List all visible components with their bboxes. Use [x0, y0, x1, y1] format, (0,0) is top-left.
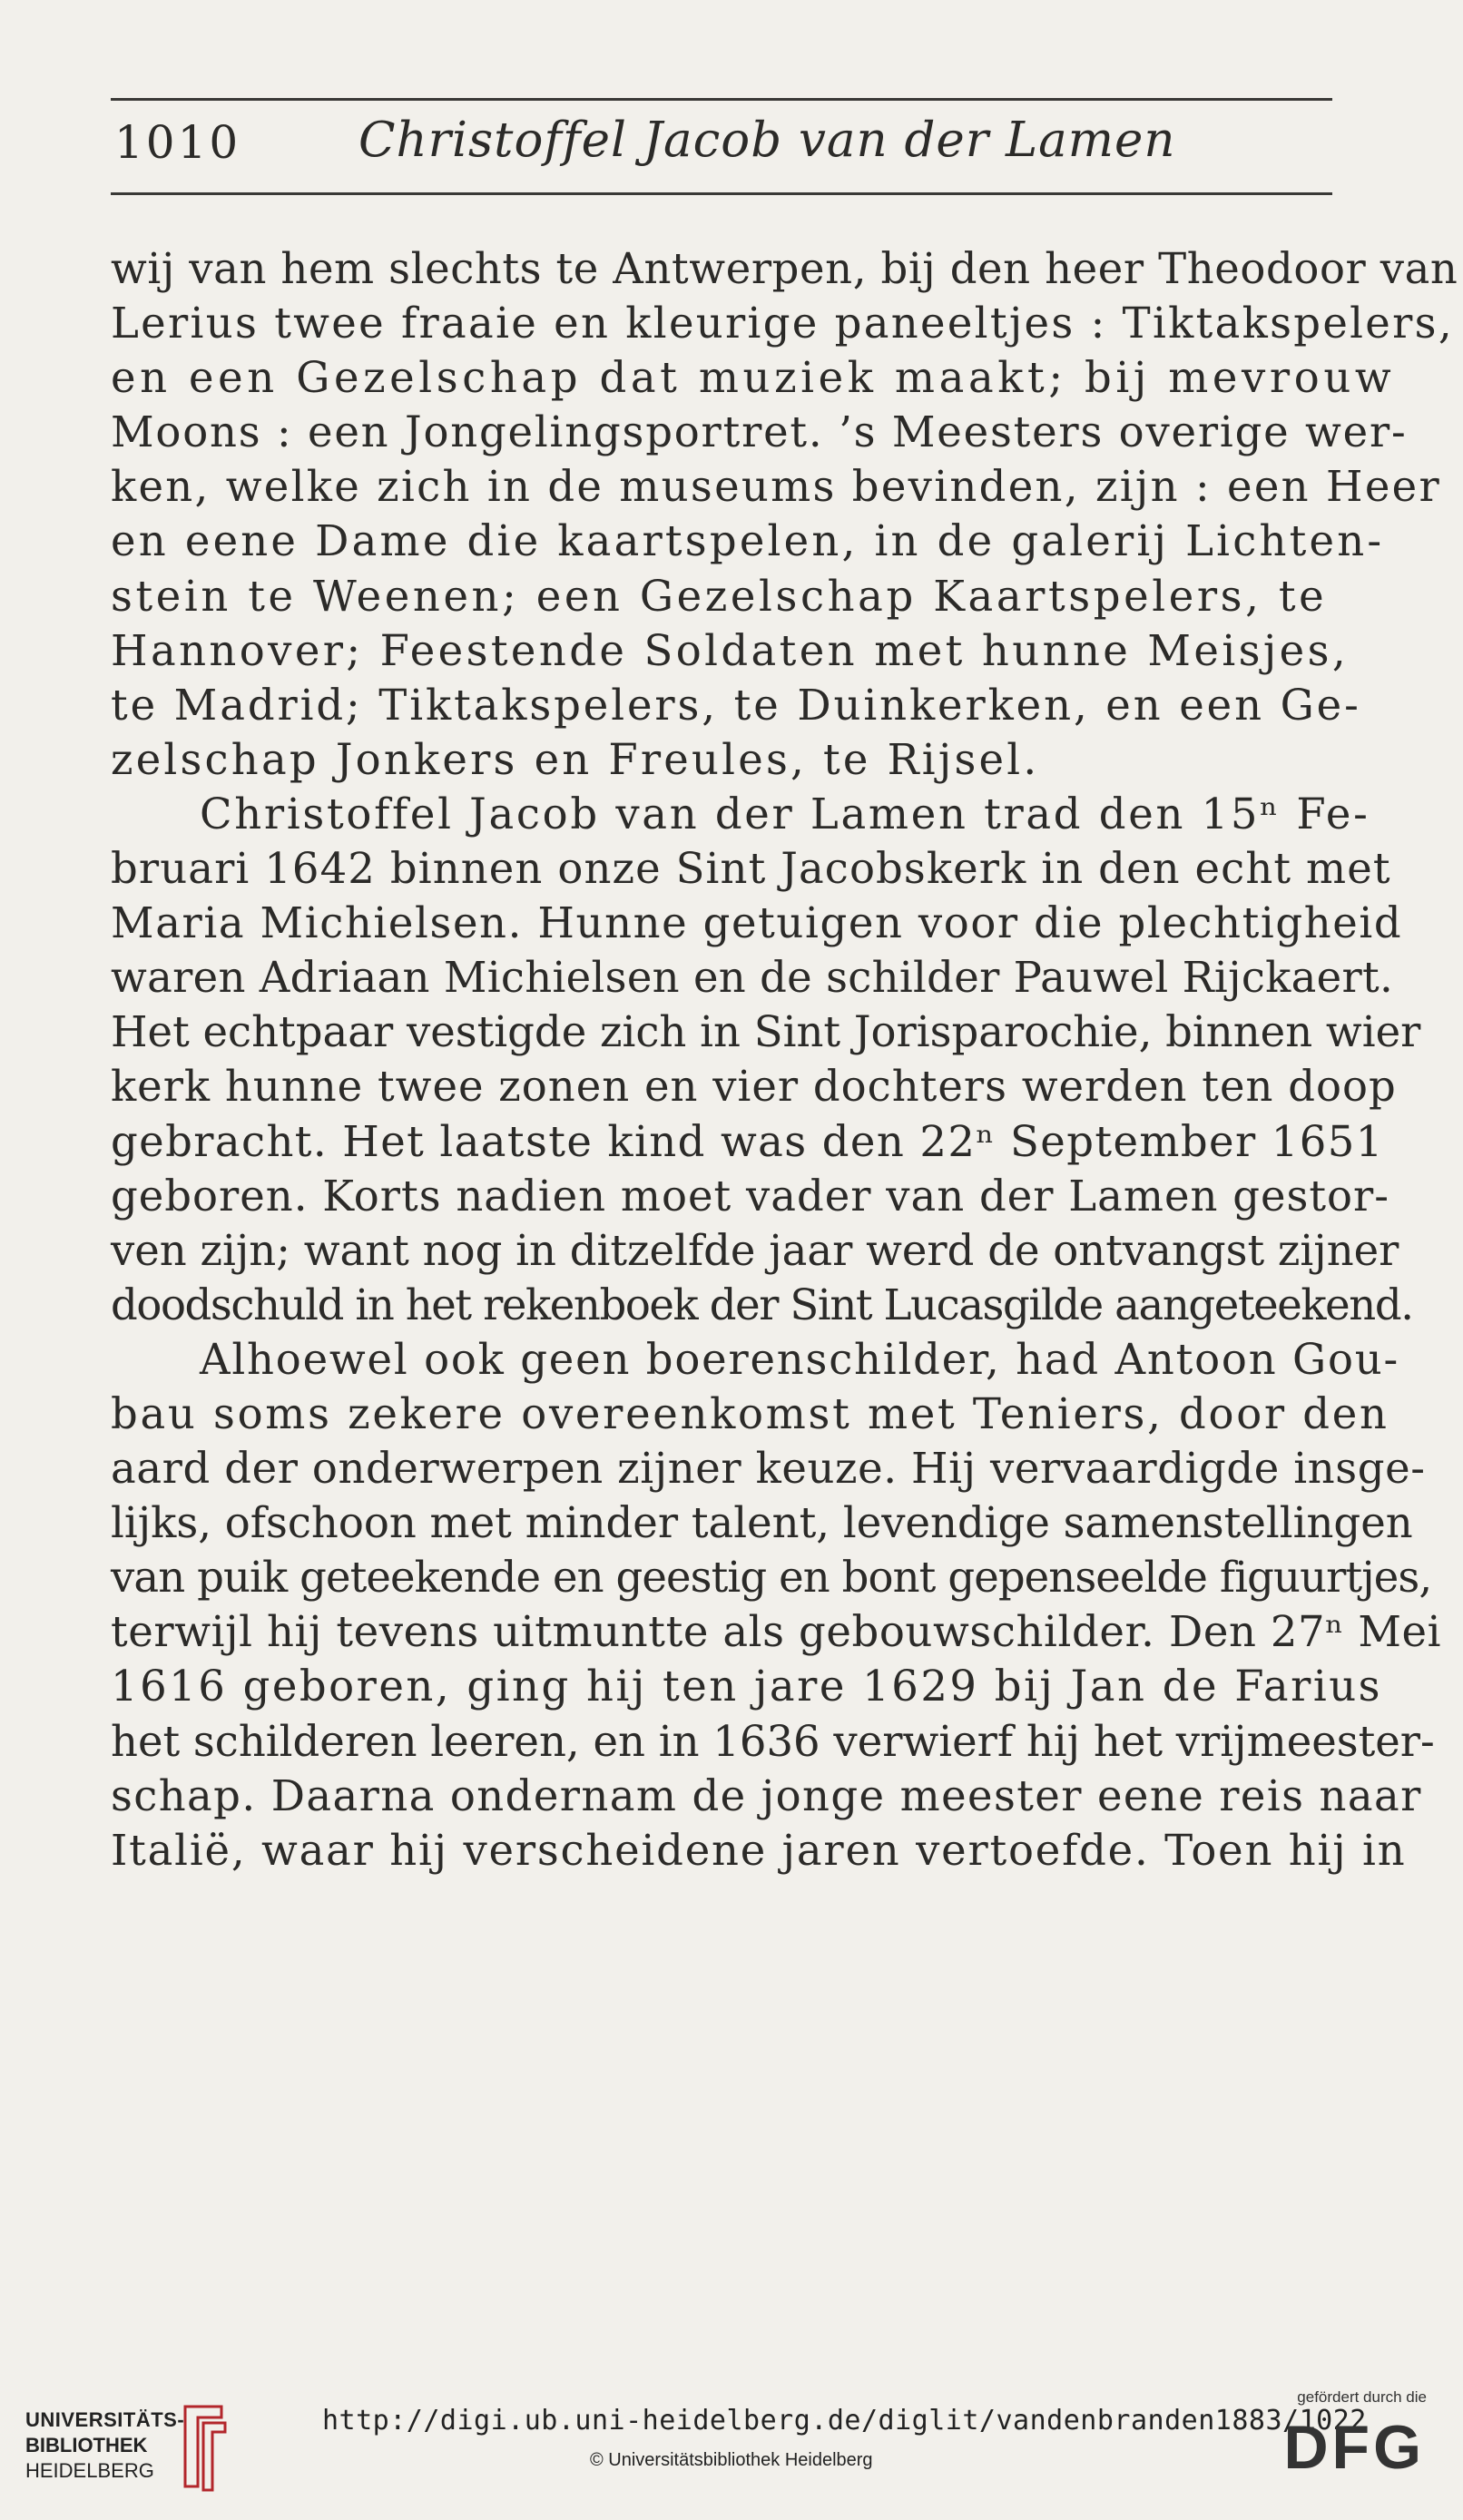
funding-note: gefördert durch die — [1297, 2388, 1427, 2406]
library-name-line2: BIBLIOTHEK — [25, 2434, 148, 2456]
page-number: 1010 — [114, 116, 241, 169]
text-line: te Madrid; Tiktakspelers, te Duinkerken, en een Ge- — [111, 680, 1361, 730]
text-line: ven zijn; want nog in ditzelfde jaar werd de ontvangst zijner — [111, 1225, 1399, 1275]
text-line: Italië, waar hij verscheidene jaren vertoefde. Toen hij in — [111, 1825, 1407, 1875]
text-line: van puik geteekende en geestig en bont gepenseelde figuurtjes, — [111, 1553, 1432, 1603]
text-line: gebracht. Het laatste kind was den 22ⁿ September 1651 — [111, 1116, 1384, 1166]
text-line: waren Adriaan Michielsen en de schilder Pauwel Rijckaert. — [111, 953, 1394, 1003]
text-line: bruari 1642 binnen onze Sint Jacobskerk in den echt met — [111, 844, 1391, 894]
body-text — [111, 241, 1458, 1878]
text-line: Lerius twee fraaie en kleurige paneeltjes : Tiktakspelers, — [111, 299, 1454, 348]
header-rule-bottom — [111, 192, 1332, 195]
text-line: Hannover; Feestende Soldaten met hunne Meisjes, — [111, 625, 1350, 675]
text-line: schap. Daarna ondernam de jonge meester eene reis naar — [111, 1770, 1422, 1820]
text-line: en eene Dame die kaartspelen, in de galerij Lichten- — [111, 516, 1385, 566]
library-name-line3: HEIDELBERG — [25, 2459, 154, 2482]
text-line: terwijl hij tevens uitmuntte als gebouwschilder. Den 27ⁿ Mei — [111, 1607, 1442, 1657]
text-line: 1616 geboren, ging hij ten jare 1629 bij Jan de Farius — [111, 1662, 1383, 1711]
text-line: Het echtpaar vestigde zich in Sint Jorisparochie, binnen wier — [111, 1007, 1421, 1057]
text-line: Alhoewel ook geen boerenschilder, had Antoon Gou- — [200, 1334, 1400, 1384]
library-logo — [25, 2387, 239, 2495]
text-line: geboren. Korts nadien moet vader van der Lamen gestor- — [111, 1171, 1389, 1221]
text-line: zelschap Jonkers en Freules, te Rijsel. — [111, 734, 1040, 784]
library-name-line1: UNIVERSITÄTS- — [25, 2408, 185, 2431]
text-line: bau soms zekere overeenkomst met Teniers, door den — [111, 1388, 1389, 1438]
text-line: Moons : een Jongelingsportret. ’s Meesters overige wer- — [111, 407, 1408, 457]
running-head: Christoffel Jacob van der Lamen — [358, 113, 1176, 168]
text-line: Maria Michielsen. Hunne getuigen voor die plechtigheid — [111, 898, 1403, 948]
text-line: wij van hem slechts te Antwerpen, bij den heer Theodoor van — [111, 244, 1458, 293]
header-rule-top — [111, 98, 1332, 101]
digitization-footer — [0, 2378, 1463, 2520]
text-line: Christoffel Jacob van der Lamen trad den 15ⁿ Fe- — [200, 789, 1370, 838]
dfg-logo: DFG — [1283, 2413, 1425, 2482]
permalink-url[interactable]: http://digi.ub.uni-heidelberg.de/diglit/vandenbranden1883/1022 — [322, 2405, 1367, 2437]
text-line: ken, welke zich in de museums bevinden, zijn : een Heer — [111, 462, 1442, 512]
text-line: het schilderen leeren, en in 1636 verwierf hij het vrijmeester- — [111, 1716, 1435, 1766]
text-line: lijks, ofschoon met minder talent, levendige samenstellingen — [111, 1498, 1413, 1548]
copyright-notice: © Universitätsbibliothek Heidelberg — [590, 2450, 873, 2470]
text-line: aard der onderwerpen zijner keuze. Hij vervaardigde insge- — [111, 1444, 1426, 1494]
text-line: kerk hunne twee zonen en vier dochters werden ten doop — [111, 1062, 1397, 1112]
library-emblem-icon — [178, 2396, 232, 2495]
text-line: en een Gezelschap dat muziek maakt; bij mevrouw — [111, 353, 1396, 403]
text-line: stein te Weenen; een Gezelschap Kaartspelers, te — [111, 571, 1328, 621]
text-line: doodschuld in het rekenboek der Sint Lucasgilde aangeteekend. — [111, 1280, 1413, 1329]
